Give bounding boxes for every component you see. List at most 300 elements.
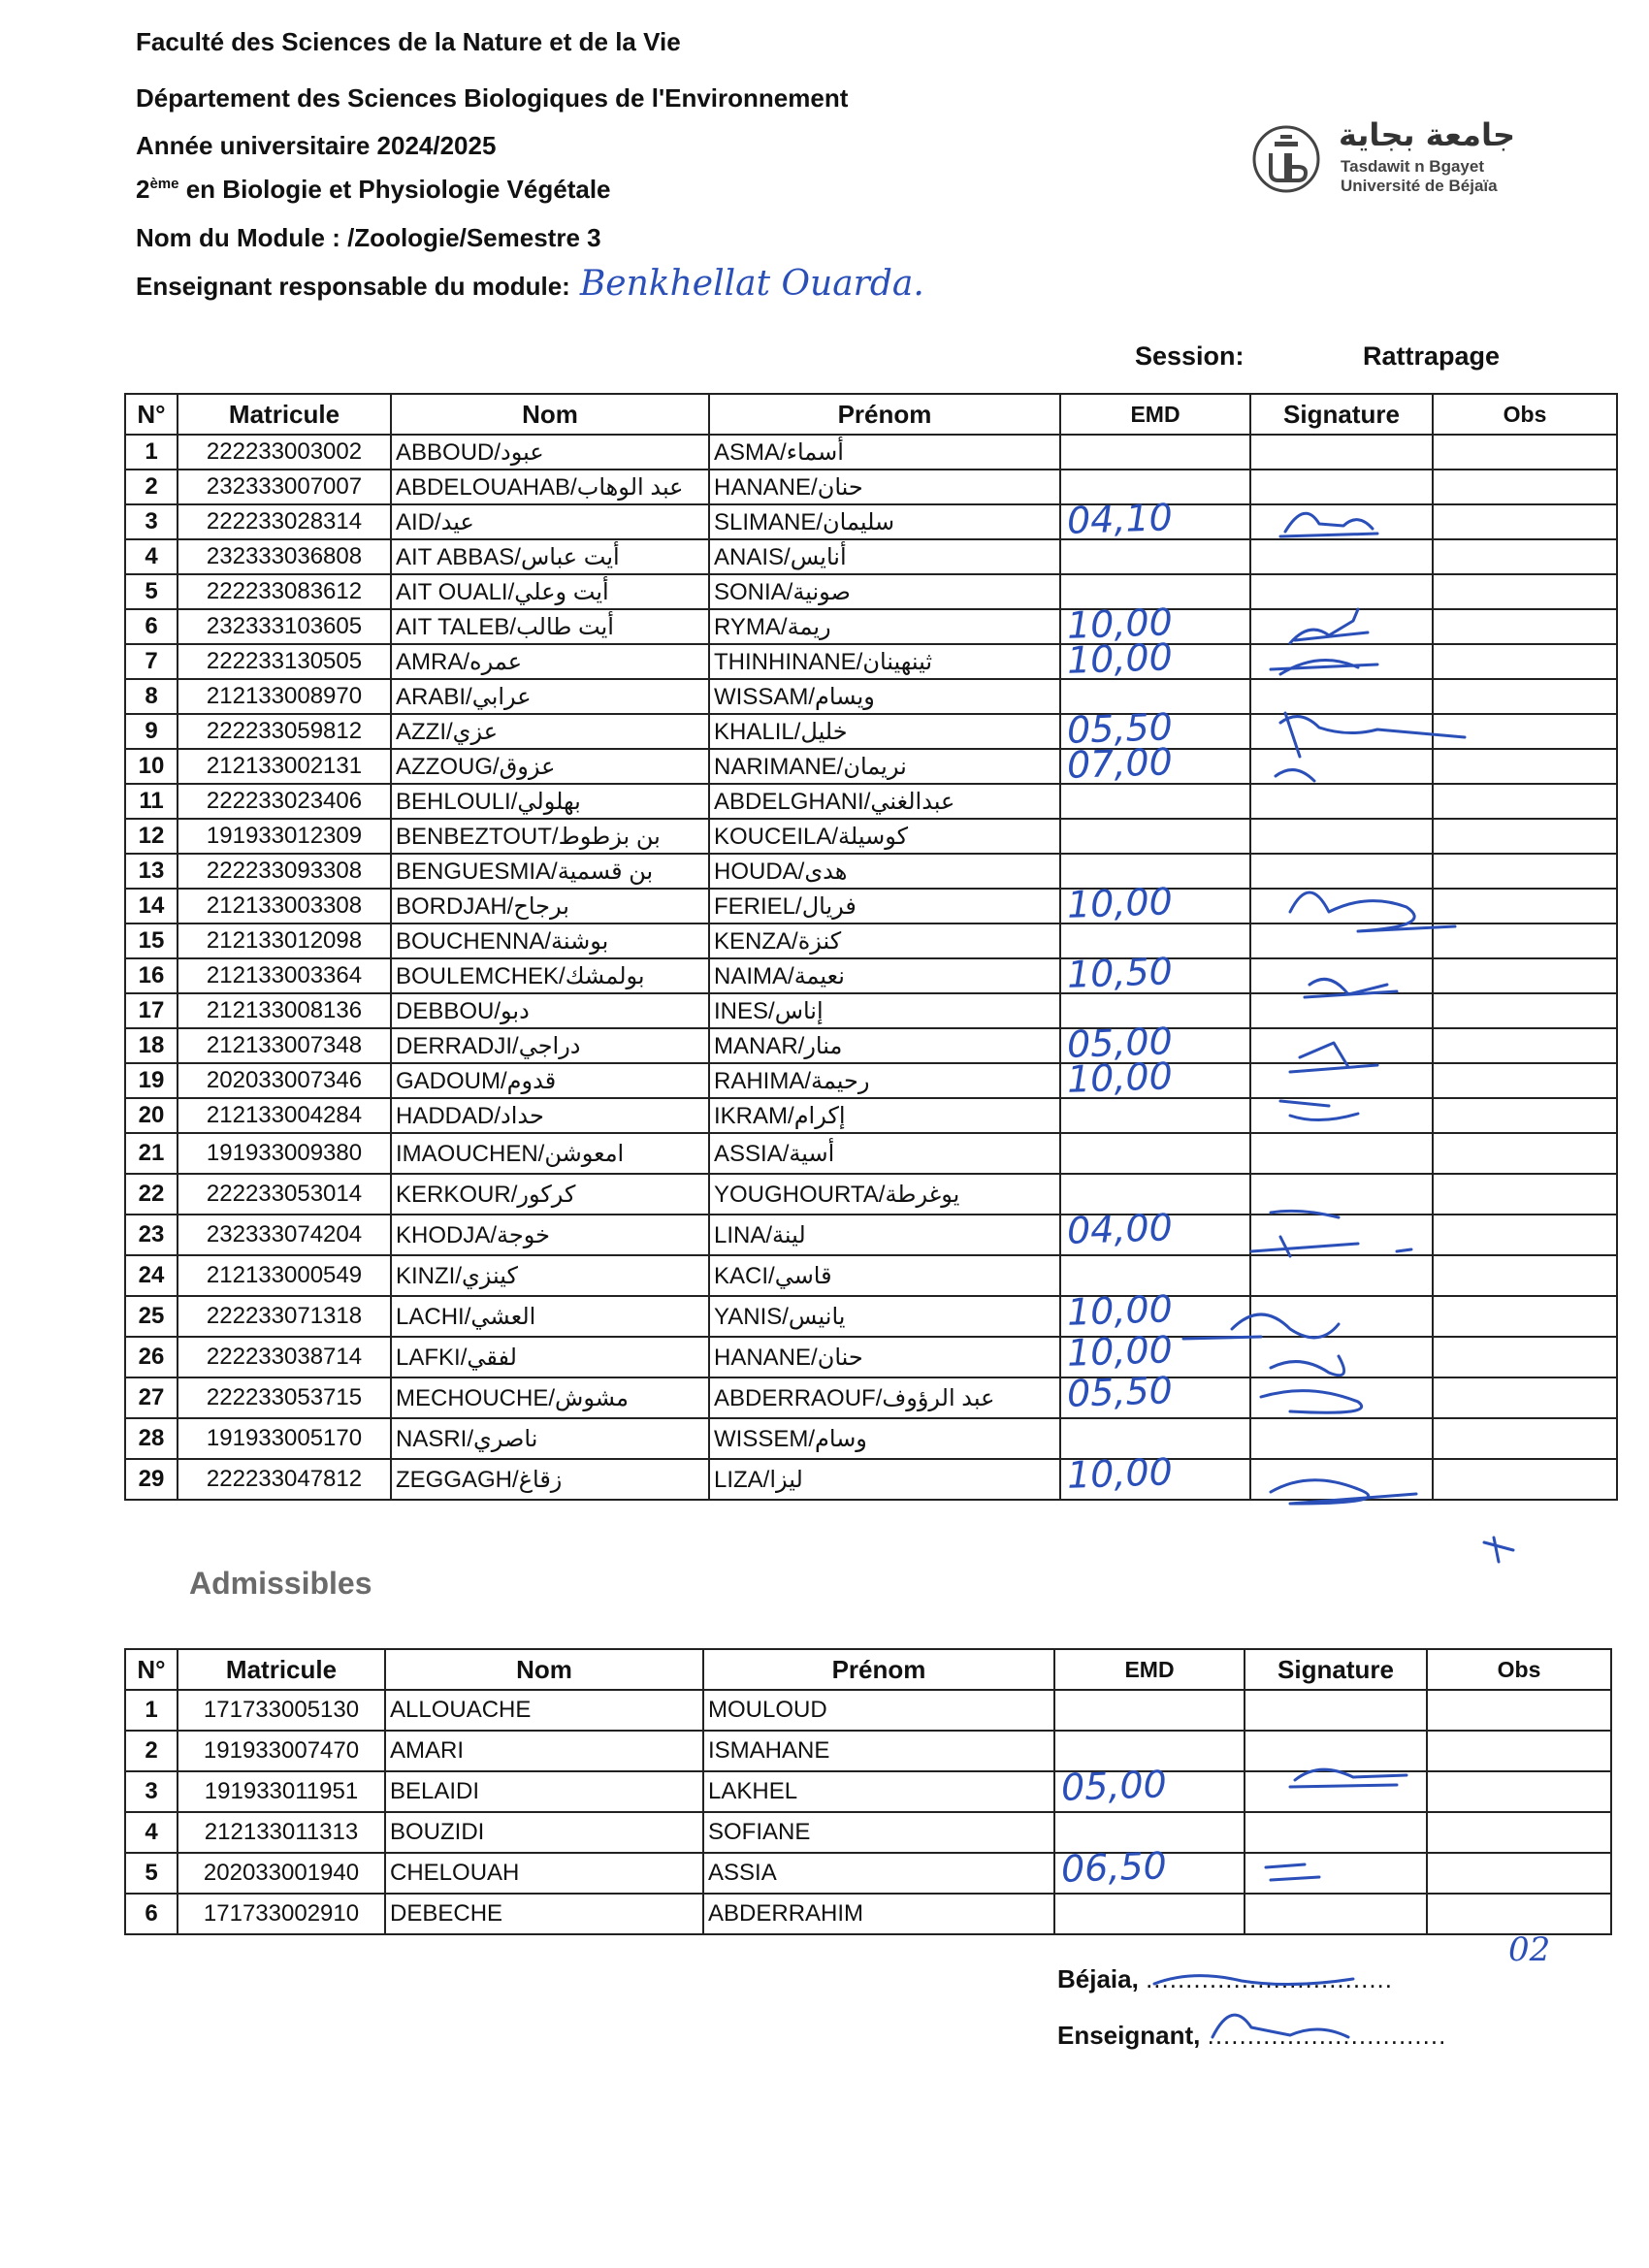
row-number: 9 [125,714,178,749]
obs-cell [1433,1337,1617,1377]
emd-cell [1060,1133,1250,1174]
row-number: 28 [125,1418,178,1459]
nom-cell: NASRI/ناصري [391,1418,709,1459]
row-number: 29 [125,1459,178,1500]
signature-cell [1250,1063,1433,1098]
table-row [125,749,1617,784]
obs-cell [1433,889,1617,923]
row-number: 24 [125,1255,178,1296]
table-row [125,539,1617,574]
emd-cell [1054,1894,1245,1934]
row-number: 12 [125,819,178,854]
col-header-obs: Obs [1433,394,1617,435]
col-header-number: N° [125,1649,178,1690]
col-header-obs: Obs [1427,1649,1611,1690]
footer-teacher-label: Enseignant, [1057,2021,1201,2050]
prenom-cell: WISSEM/وسام [709,1418,1060,1459]
obs-cell [1433,784,1617,819]
emd-cell [1060,784,1250,819]
matricule-cell: 222233130505 [178,644,391,679]
obs-cell [1433,679,1617,714]
matricule-cell: 202033001940 [178,1853,385,1894]
prenom-cell: NAIMA/نعيمة [709,958,1060,993]
table-row [125,1418,1617,1459]
emd-cell [1060,1098,1250,1133]
level-num: 2 [136,175,150,204]
signature-cell [1250,1098,1433,1133]
matricule-cell: 212133007348 [178,1028,391,1063]
signature-cell [1250,1459,1433,1500]
row-number: 18 [125,1028,178,1063]
handwritten-grade: 10,00 [1066,1287,1174,1334]
signature-cell [1250,1215,1433,1255]
obs-cell [1433,1215,1617,1255]
obs-cell [1433,1063,1617,1098]
table-row [125,609,1617,644]
table-row [125,993,1617,1028]
row-number: 22 [125,1174,178,1215]
handwritten-grade: 10,00 [1066,1328,1174,1375]
row-number: 14 [125,889,178,923]
nom-cell: GADOUM/قدوم [391,1063,709,1098]
nom-cell: KHODJA/خوجة [391,1215,709,1255]
table-row [125,958,1617,993]
handwritten-grade: 10,50 [1066,950,1174,996]
col-header-number: N° [125,394,178,435]
table-row [125,819,1617,854]
matricule-cell: 232333007007 [178,470,391,504]
obs-cell [1427,1731,1611,1771]
row-number: 26 [125,1337,178,1377]
nom-cell: AZZI/عزي [391,714,709,749]
obs-cell [1433,1028,1617,1063]
matricule-cell: 171733002910 [178,1894,385,1934]
handwritten-grade: 05,00 [1060,1763,1168,1809]
row-number: 23 [125,1215,178,1255]
prenom-cell: MANAR/منار [709,1028,1060,1063]
table-row [125,504,1617,539]
handwritten-grade: 06,50 [1060,1844,1168,1891]
session-value: Rattrapage [1363,341,1501,371]
emd-cell [1060,435,1250,470]
handwritten-grade: 04,10 [1066,496,1174,542]
signature-cell [1250,714,1433,749]
signature-cell [1250,1174,1433,1215]
obs-cell [1427,1690,1611,1731]
matricule-cell: 191933011951 [178,1771,385,1812]
nom-cell: BELAIDI [385,1771,703,1812]
row-number: 10 [125,749,178,784]
prenom-cell: FERIEL/فريال [709,889,1060,923]
matricule-cell: 212133012098 [178,923,391,958]
page-number-handwritten: 02 [1508,1930,1551,1969]
row-number: 6 [125,609,178,644]
students-table [124,393,1618,1501]
nom-cell: BOULEMCHEK/بولمشك [391,958,709,993]
nom-cell: ABBOUD/عبود [391,435,709,470]
nom-cell: AID/عيد [391,504,709,539]
row-number: 19 [125,1063,178,1098]
table-row [125,1690,1611,1731]
matricule-cell: 191933009380 [178,1133,391,1174]
obs-cell [1433,435,1617,470]
prenom-cell: ABDELGHANI/عبدالغني [709,784,1060,819]
matricule-cell: 222233038714 [178,1337,391,1377]
col-header-nom: Nom [391,394,709,435]
footer-teacher-line [1057,2021,1446,2051]
signature-cell [1245,1771,1427,1812]
table-row [125,1098,1617,1133]
handwritten-grade: 10,00 [1066,1054,1174,1101]
matricule-cell: 222233003002 [178,435,391,470]
handwritten-grade: 10,00 [1066,880,1174,926]
nom-cell: DERRADJI/دراجي [391,1028,709,1063]
handwritten-grade: 05,50 [1066,1369,1174,1415]
table-header-row [125,394,1617,435]
matricule-cell: 212133000549 [178,1255,391,1296]
handwritten-grade: 04,00 [1066,1206,1174,1252]
signature-cell [1250,679,1433,714]
row-number: 1 [125,435,178,470]
row-number: 17 [125,993,178,1028]
row-number: 2 [125,470,178,504]
nom-cell: BOUZIDI [385,1812,703,1853]
emd-cell [1060,539,1250,574]
table-row [125,574,1617,609]
col-header-prenom: Prénom [703,1649,1054,1690]
signature-cell [1250,923,1433,958]
col-header-matricule: Matricule [178,1649,385,1690]
matricule-cell: 212133003364 [178,958,391,993]
matricule-cell: 222233083612 [178,574,391,609]
obs-cell [1433,609,1617,644]
prenom-cell: ASSIA [703,1853,1054,1894]
table-row [125,714,1617,749]
footer-city-line [1057,1964,1393,1994]
signature-cell [1250,854,1433,889]
prenom-cell: RYMA/ريمة [709,609,1060,644]
signature-cell [1245,1853,1427,1894]
prenom-cell: YANIS/يانيس [709,1296,1060,1337]
prenom-cell: SONIA/صونية [709,574,1060,609]
level-sup: ème [149,176,179,193]
table-row [125,1771,1611,1812]
signature-cell [1250,644,1433,679]
prenom-cell: HANANE/حنان [709,470,1060,504]
signature-cell [1250,749,1433,784]
col-header-signature: Signature [1250,394,1433,435]
admissibles-title: Admissibles [189,1566,372,1601]
nom-cell: DEBBOU/دبو [391,993,709,1028]
prenom-cell: KACI/قاسي [709,1255,1060,1296]
university-seal-icon [1251,124,1321,194]
row-number: 2 [125,1731,178,1771]
table-row [125,1174,1617,1215]
university-name-french: Université de Béjaïa [1341,177,1498,195]
nom-cell: ZEGGAGH/زقاغ [391,1459,709,1500]
handwritten-grade: 10,00 [1066,600,1174,647]
module-line: Nom du Module : /Zoologie/Semestre 3 [136,223,601,252]
university-name-kabyle: Tasdawit n Bgayet [1341,157,1484,176]
obs-cell [1433,1174,1617,1215]
signature-cell [1250,435,1433,470]
handwritten-grade: 10,00 [1066,1450,1174,1497]
obs-cell [1433,574,1617,609]
obs-cell [1427,1812,1611,1853]
table-row [125,1215,1617,1255]
signature-cell [1245,1812,1427,1853]
nom-cell: AMARI [385,1731,703,1771]
department-line: Département des Sciences Biologiques de l'Environnement [136,83,849,113]
nom-cell: AMRA/عمره [391,644,709,679]
table-row [125,1063,1617,1098]
admissibles-table [124,1648,1612,1935]
row-number: 3 [125,504,178,539]
prenom-cell: KHALIL/خليل [709,714,1060,749]
obs-cell [1427,1894,1611,1934]
obs-cell [1433,1459,1617,1500]
handwritten-grade: 05,00 [1066,1020,1174,1066]
table-row [125,1255,1617,1296]
prenom-cell: LIZA/ليزا [709,1459,1060,1500]
prenom-cell: IKRAM/إكرام [709,1098,1060,1133]
university-logo [1251,116,1542,204]
matricule-cell: 232333036808 [178,539,391,574]
matricule-cell: 222233053014 [178,1174,391,1215]
table-row [125,679,1617,714]
prenom-cell: KOUCEILA/كوسيلة [709,819,1060,854]
nom-cell: LACHI/العشي [391,1296,709,1337]
table-header-row [125,1649,1611,1690]
obs-cell [1433,1133,1617,1174]
matricule-cell: 232333103605 [178,609,391,644]
matricule-cell: 202033007346 [178,1063,391,1098]
nom-cell: LAFKI/لفقي [391,1337,709,1377]
obs-cell [1433,714,1617,749]
signature-cell [1250,1296,1433,1337]
nom-cell: CHELOUAH [385,1853,703,1894]
signature-cell [1250,470,1433,504]
col-header-emd: EMD [1060,394,1250,435]
obs-cell [1433,958,1617,993]
matricule-cell: 212133002131 [178,749,391,784]
prenom-cell: SLIMANE/سليمان [709,504,1060,539]
obs-cell [1433,854,1617,889]
footer-city-dots: ............................... [1146,1964,1393,1993]
level-line [136,175,611,205]
matricule-cell: 222233059812 [178,714,391,749]
matricule-cell: 212133008136 [178,993,391,1028]
handwritten-grade: 07,00 [1066,740,1174,787]
prenom-cell: ABDERRAOUF/عبد الرؤوف [709,1377,1060,1418]
obs-cell [1433,993,1617,1028]
nom-cell: BORDJAH/برجاح [391,889,709,923]
signature-cell [1250,1377,1433,1418]
prenom-cell: NARIMANE/نريمان [709,749,1060,784]
nom-cell: AIT OUALI/أيت وعلي [391,574,709,609]
signature-cell [1250,819,1433,854]
obs-cell [1427,1853,1611,1894]
signature-cell [1250,1255,1433,1296]
matricule-cell: 212133011313 [178,1812,385,1853]
teacher-line [136,264,924,304]
prenom-cell: HANANE/حنان [709,1337,1060,1377]
obs-cell [1433,644,1617,679]
matricule-cell: 222233053715 [178,1377,391,1418]
prenom-cell: ASMA/أسماء [709,435,1060,470]
handwritten-grade: 10,00 [1066,635,1174,682]
table-row [125,923,1617,958]
nom-cell: BENBEZTOUT/بن بزطوط [391,819,709,854]
col-header-nom: Nom [385,1649,703,1690]
row-number: 13 [125,854,178,889]
nom-cell: DEBECHE [385,1894,703,1934]
signature-cell [1250,1028,1433,1063]
handwritten-grade: 05,50 [1066,705,1174,752]
signature-cell [1250,784,1433,819]
prenom-cell: INES/إناس [709,993,1060,1028]
nom-cell: ALLOUACHE [385,1690,703,1731]
signature-cell [1245,1894,1427,1934]
row-number: 21 [125,1133,178,1174]
signature-cell [1250,1418,1433,1459]
table-row [125,1028,1617,1063]
faculty-line: Faculté des Sciences de la Nature et de la Vie [136,27,681,56]
nom-cell: ABDELOUAHAB/عبد الوهاب [391,470,709,504]
table-row [125,1812,1611,1853]
footer-city-label: Béjaia, [1057,1964,1139,1993]
prenom-cell: RAHIMA/رحيمة [709,1063,1060,1098]
obs-cell [1433,539,1617,574]
row-number: 27 [125,1377,178,1418]
prenom-cell: HOUDA/هدى [709,854,1060,889]
university-name-arabic: جامعة بجاية [1339,116,1516,153]
signature-cell [1250,504,1433,539]
signature-cell [1250,574,1433,609]
nom-cell: AIT TALEB/أيت طالب [391,609,709,644]
row-number: 3 [125,1771,178,1812]
row-number: 5 [125,574,178,609]
matricule-cell: 171733005130 [178,1690,385,1731]
level-rest: en Biologie et Physiologie Végétale [178,175,611,204]
matricule-cell: 222233028314 [178,504,391,539]
row-number: 1 [125,1690,178,1731]
signature-cell [1245,1731,1427,1771]
table-row [125,1337,1617,1377]
row-number: 6 [125,1894,178,1934]
prenom-cell: LINA/لينة [709,1215,1060,1255]
signature-mark [1484,1538,1513,1562]
obs-cell [1433,819,1617,854]
signature-cell [1250,889,1433,923]
col-header-signature: Signature [1245,1649,1427,1690]
matricule-cell: 222233071318 [178,1296,391,1337]
matricule-cell: 222233093308 [178,854,391,889]
nom-cell: BOUCHENNA/بوشنة [391,923,709,958]
table-row [125,889,1617,923]
table-row [125,1296,1617,1337]
table-row [125,1731,1611,1771]
table-row [125,1133,1617,1174]
teacher-label: Enseignant responsable du module: [136,272,570,301]
matricule-cell: 212133003308 [178,889,391,923]
obs-cell [1427,1771,1611,1812]
prenom-cell: LAKHEL [703,1771,1054,1812]
prenom-cell: THINHINANE/ثينهينان [709,644,1060,679]
row-number: 11 [125,784,178,819]
nom-cell: BENGUESMIA/بن قسمية [391,854,709,889]
year-line: Année universitaire 2024/2025 [136,131,497,160]
session-label: Session: [1135,341,1245,371]
signature-cell [1250,609,1433,644]
row-number: 4 [125,1812,178,1853]
row-number: 4 [125,539,178,574]
nom-cell: AZZOUG/عزوق [391,749,709,784]
nom-cell: AIT ABBAS/أيت عباس [391,539,709,574]
obs-cell [1433,504,1617,539]
table-row [125,644,1617,679]
obs-cell [1433,470,1617,504]
row-number: 15 [125,923,178,958]
table-row [125,470,1617,504]
obs-cell [1433,1377,1617,1418]
matricule-cell: 212133008970 [178,679,391,714]
signature-cell [1245,1690,1427,1731]
obs-cell [1433,1296,1617,1337]
obs-cell [1433,1418,1617,1459]
table-row [125,854,1617,889]
nom-cell: KINZI/كينزي [391,1255,709,1296]
row-number: 20 [125,1098,178,1133]
matricule-cell: 222233023406 [178,784,391,819]
signature-cell [1250,1133,1433,1174]
matricule-cell: 191933012309 [178,819,391,854]
prenom-cell: ANAIS/أنايس [709,539,1060,574]
matricule-cell: 222233047812 [178,1459,391,1500]
footer-teacher-dots: .............................. [1207,2021,1447,2050]
nom-cell: ARABI/عرابي [391,679,709,714]
obs-cell [1433,1255,1617,1296]
prenom-cell: ABDERRAHIM [703,1894,1054,1934]
row-number: 5 [125,1853,178,1894]
row-number: 7 [125,644,178,679]
signature-cell [1250,539,1433,574]
prenom-cell: SOFIANE [703,1812,1054,1853]
row-number: 16 [125,958,178,993]
nom-cell: KERKOUR/كركور [391,1174,709,1215]
emd-cell [1060,819,1250,854]
col-header-prenom: Prénom [709,394,1060,435]
table-row [125,1377,1617,1418]
table-row [125,1894,1611,1934]
nom-cell: BEHLOULI/بهلولي [391,784,709,819]
row-number: 25 [125,1296,178,1337]
table-row [125,784,1617,819]
obs-cell [1433,1098,1617,1133]
prenom-cell: WISSAM/ويسام [709,679,1060,714]
table-row [125,1853,1611,1894]
emd-cell [1054,1690,1245,1731]
nom-cell: MECHOUCHE/مشوش [391,1377,709,1418]
prenom-cell: ASSIA/أسية [709,1133,1060,1174]
nom-cell: IMAOUCHEN/امعوشن [391,1133,709,1174]
matricule-cell: 191933005170 [178,1418,391,1459]
signature-cell [1250,993,1433,1028]
col-header-emd: EMD [1054,1649,1245,1690]
table-row [125,435,1617,470]
nom-cell: HADDAD/حداد [391,1098,709,1133]
teacher-name-handwritten: Benkhellat Ouarda. [579,264,924,304]
